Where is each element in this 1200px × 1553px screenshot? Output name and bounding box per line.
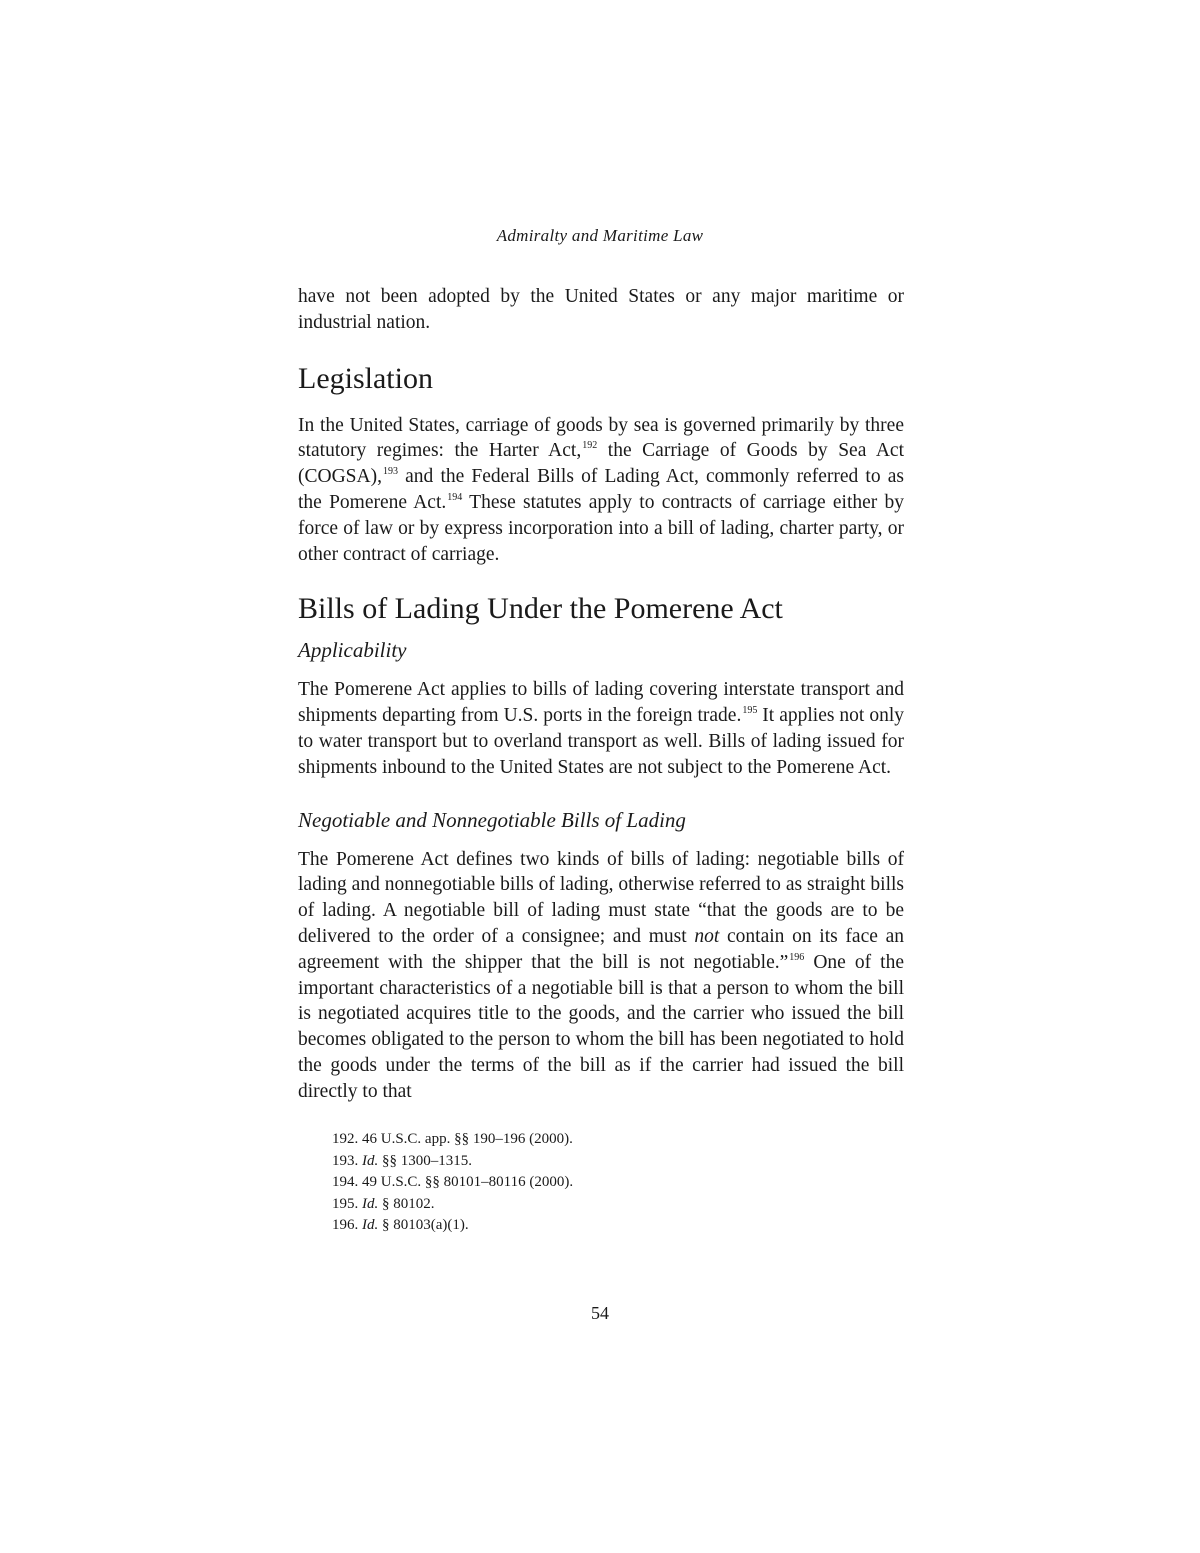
negotiable-text-c: One of the important characteristics of a negotiable bill is that a person to whom the bill is negotiated acquires title to the goods, and the carrier who issued the bill becomes obligated to the person to whom the bill has been negotiated to hold the goods under the terms of the bill as if the carrier had issued the bill directly to that bbox=[298, 951, 904, 1102]
negotiable-text-a: The Pomerene Act defines two kinds of bills of lading: negotiable bills of lading and nonnegotiable bills of lading, otherwise referred to as straight bills of lading. A negotiable bill of lading must state “that the goods are to be delivered to the order of a consignee; and must bbox=[298, 848, 904, 947]
footnote-ref-193: 193 bbox=[382, 466, 398, 478]
footnote bbox=[332, 1151, 892, 1173]
running-head: Admiralty and Maritime Law bbox=[496, 226, 704, 245]
legislation-text-a: In the United States, carriage of goods by sea is governed primarily by three statutory regimes: the Harter Act, bbox=[298, 414, 904, 462]
applicability-text-b: It applies not only to water transport but to overland transport as well. Bills of lading issued for shipments inbound to the United States are not subject to the Pomerene Act. bbox=[298, 705, 904, 778]
footnote-number: 192. bbox=[332, 1131, 359, 1147]
page-number: 54 bbox=[591, 1303, 609, 1323]
negotiable-paragraph bbox=[298, 847, 904, 1105]
footnote-citation: §§ 1300–1315. bbox=[382, 1152, 472, 1169]
footnote-citation: 49 U.S.C. §§ 80101–80116 (2000). bbox=[362, 1174, 574, 1191]
section-heading-pomerene: Bills of Lading Under the Pomerene Act bbox=[298, 592, 783, 626]
legislation-paragraph bbox=[298, 413, 904, 568]
footnote bbox=[332, 1194, 892, 1216]
negotiable-emphasis: not bbox=[694, 925, 720, 947]
footnote-id: Id. bbox=[362, 1195, 379, 1212]
section-heading-legislation: Legislation bbox=[298, 361, 433, 395]
footnote-id: Id. bbox=[362, 1217, 379, 1234]
continuation-paragraph: have not been adopted by the United States or any major maritime or industrial nation. bbox=[298, 286, 904, 333]
footnote-ref-196: 196 bbox=[789, 951, 805, 963]
footnote bbox=[332, 1129, 892, 1151]
footnote-citation: § 80103(a)(1). bbox=[382, 1217, 469, 1234]
footnote-number: 195. bbox=[332, 1195, 359, 1212]
footnote-citation: § 80102. bbox=[382, 1195, 435, 1212]
footnote-ref-195: 195 bbox=[742, 705, 758, 717]
footnote-number: 194. bbox=[332, 1174, 359, 1191]
negotiable-text-b: contain on its face an agreement with the shipper that the bill is not negotiable.” bbox=[298, 925, 904, 973]
footnote bbox=[332, 1172, 892, 1194]
footnote-number: 196. bbox=[332, 1217, 359, 1234]
footnote-citation: 46 U.S.C. app. §§ 190–196 (2000). bbox=[362, 1131, 573, 1147]
subsection-heading-applicability: Applicability bbox=[298, 638, 407, 663]
footnotes bbox=[332, 1129, 892, 1237]
footnote-ref-194: 194 bbox=[447, 491, 463, 503]
legislation-text-c: and the Federal Bills of Lading Act, commonly referred to as the Pomerene Act. bbox=[298, 466, 904, 513]
applicability-text-a: The Pomerene Act applies to bills of lading covering interstate transport and shipments departing from U.S. ports in the foreign trade. bbox=[298, 679, 904, 727]
footnote-id: Id. bbox=[362, 1152, 379, 1169]
main-text bbox=[298, 284, 904, 1105]
footnote-number: 193. bbox=[332, 1152, 359, 1169]
subsection-heading-negotiable: Negotiable and Nonnegotiable Bills of Lading bbox=[298, 807, 686, 832]
applicability-paragraph bbox=[298, 677, 904, 780]
legislation-text-d: These statutes apply to contracts of carriage either by force of law or by express incorporation into a bill of lading, charter party, or other contract of carriage. bbox=[298, 491, 905, 565]
legislation-text-b: the Carriage of Goods by Sea Act (COGSA), bbox=[298, 440, 904, 488]
footnote bbox=[332, 1215, 892, 1237]
footnote-ref-192: 192 bbox=[582, 440, 598, 452]
